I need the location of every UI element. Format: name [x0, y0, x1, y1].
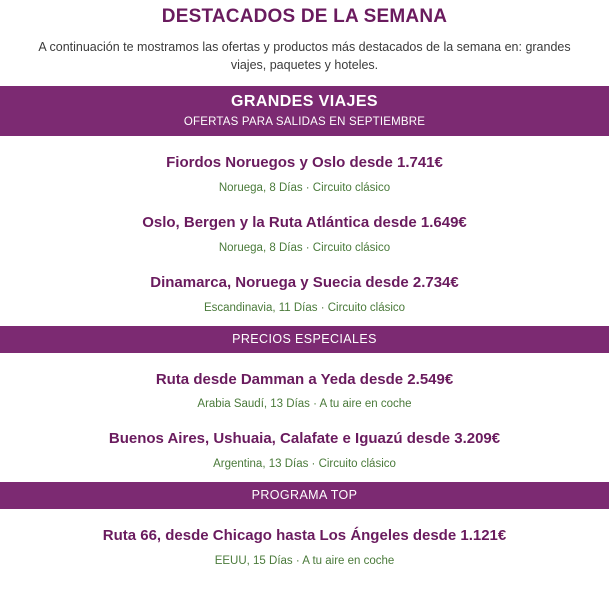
offer-title[interactable]: Dinamarca, Noruega y Suecia desde 2.734€: [150, 273, 459, 291]
section-band-subtitle: OFERTAS PARA SALIDAS EN SEPTIEMBRE: [183, 116, 426, 129]
offer-meta: Noruega, 8 Días · Circuito clásico: [218, 241, 391, 254]
offer-title[interactable]: Ruta 66, desde Chicago hasta Los Ángeles desde 1.121€: [102, 527, 507, 544]
section-band-title: PROGRAMA TOP: [251, 488, 358, 502]
offer-meta: Argentina, 13 Días · Circuito clásico: [213, 458, 396, 470]
section-band-programa-top: [0, 482, 609, 509]
offer-title[interactable]: Buenos Aires, Ushuaia, Calafate e Iguazú desde 3.209€: [108, 430, 501, 448]
list-item[interactable]: [0, 414, 609, 474]
newsletter-page: [0, 6, 609, 571]
offer-meta: EEUU, 15 Días · A tu aire en coche: [214, 554, 395, 567]
list-item[interactable]: [0, 258, 609, 318]
offer-list-precios-especiales: [0, 355, 609, 475]
offer-title[interactable]: Ruta desde Damman a Yeda desde 2.549€: [155, 370, 454, 388]
offer-title[interactable]: Oslo, Bergen y la Ruta Atlántica desde 1.649€: [142, 214, 467, 231]
list-item[interactable]: [0, 198, 609, 258]
offer-meta: Escandinavia, 11 Días · Circuito clásico: [203, 301, 406, 314]
section-band-title: GRANDES VIAJES: [231, 93, 378, 111]
intro-text: A continuación te mostramos las ofertas y productos más destacados de la semana en: grandes viajes, paquetes y hoteles.: [38, 40, 571, 73]
section-band-title: PRECIOS ESPECIALES: [232, 331, 377, 346]
section-band-precios-especiales: [0, 326, 609, 353]
section-spacer: [0, 474, 609, 482]
offer-title[interactable]: Fiordos Noruegos y Oslo desde 1.741€: [166, 154, 443, 172]
offer-list-grandes-viajes: [0, 138, 609, 317]
list-item[interactable]: [0, 355, 609, 415]
offer-list-programa-top: [0, 511, 609, 571]
offer-meta: Noruega, 8 Días · Circuito clásico: [218, 182, 391, 194]
section-band-grandes-viajes: [0, 86, 609, 136]
section-spacer: [0, 318, 609, 326]
offer-meta: Arabia Saudí, 13 Días · A tu aire en coche: [197, 398, 412, 411]
list-item[interactable]: [0, 511, 609, 571]
list-item[interactable]: [0, 138, 609, 198]
page-title: DESTACADOS DE LA SEMANA: [161, 6, 448, 27]
